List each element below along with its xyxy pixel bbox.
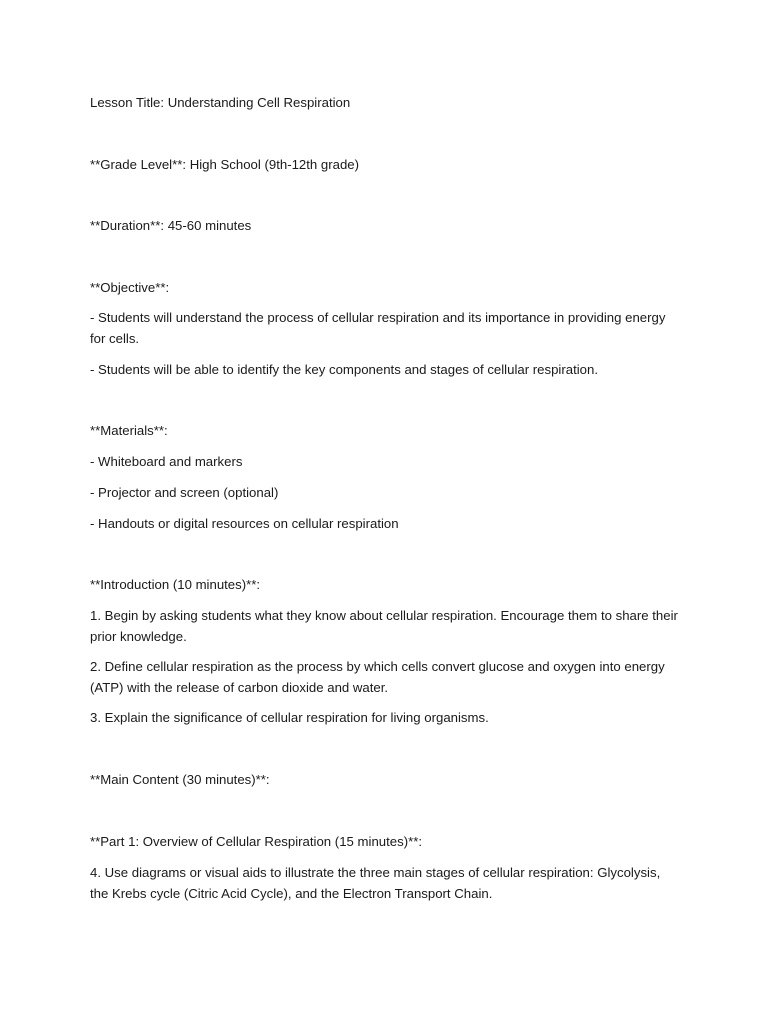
materials-heading: **Materials**:: [90, 423, 168, 438]
materials-item: - Whiteboard and markers: [90, 454, 243, 469]
introduction-step: 2. Define cellular respiration as the process by which cells convert glucose and oxygen into energy (ATP) with the release of carbon dioxide and water.: [90, 659, 665, 695]
objective-item: - Students will be able to identify the key components and stages of cellular respiration.: [90, 362, 599, 377]
part1-step: 4. Use diagrams or visual aids to illustrate the three main stages of cellular respiration: Glycolysis, the Krebs cycle (Citric Acid Cycle), and the Electron Transport Chain.: [90, 865, 661, 901]
introduction-heading: **Introduction (10 minutes)**:: [90, 577, 261, 592]
lesson-title: Lesson Title: Understanding Cell Respiration: [90, 95, 351, 110]
duration: **Duration**: 45-60 minutes: [90, 218, 252, 233]
grade-level: **Grade Level**: High School (9th-12th grade): [90, 157, 360, 172]
introduction-step: 1. Begin by asking students what they know about cellular respiration. Encourage them to share their prior knowledge.: [90, 608, 678, 644]
materials-item: - Handouts or digital resources on cellular respiration: [90, 516, 399, 531]
introduction-step: 3. Explain the significance of cellular respiration for living organisms.: [90, 710, 489, 725]
main-content-heading: **Main Content (30 minutes)**:: [90, 772, 270, 787]
objective-item: - Students will understand the process of cellular respiration and its importance in providing energy for cells.: [90, 310, 666, 346]
materials-item: - Projector and screen (optional): [90, 485, 279, 500]
part1-heading: **Part 1: Overview of Cellular Respiration (15 minutes)**:: [90, 834, 423, 849]
objective-heading: **Objective**:: [90, 280, 170, 295]
